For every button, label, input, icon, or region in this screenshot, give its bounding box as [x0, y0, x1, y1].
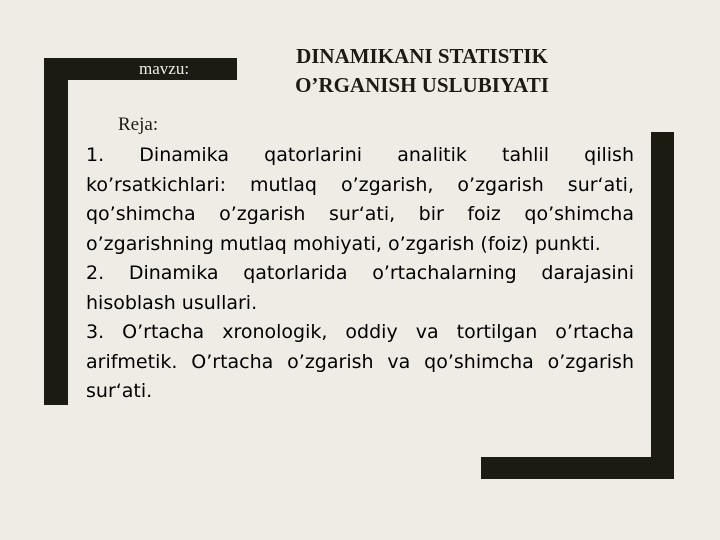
slide-title: [262, 42, 582, 100]
left-bracket-vertical: [44, 58, 68, 405]
plan-label: Reja:: [118, 114, 159, 135]
right-bracket-vertical: [651, 132, 674, 479]
plan-item: 2. Dinamika qatorlarida o’rtachalarning darajasini hisoblash usullari.: [86, 262, 634, 314]
title-line-1: DINAMIKANI STATISTIK: [296, 44, 548, 68]
plan-list: [86, 141, 634, 407]
plan-item: 1. Dinamika qatorlarini analitik tahlil qilish ko’rsatkichlari: mutlaq o’zgarish, o’zgarish sur‘ati, qo’shimcha o’zgarish sur‘ati, bir foiz qo’shimcha o’zgarishning mutlaq mohiyati, o’zgarish (foiz) punkti.: [86, 144, 634, 255]
plan-item: 3. O’rtacha xronologik, oddiy va tortilgan o’rtacha arifmetik. O’rtacha o’zgarish va qo’shimcha o’zgarish sur‘ati.: [86, 321, 634, 402]
right-bracket-horizontal: [481, 457, 674, 479]
title-line-2: O’RGANISH USLUBIYATI: [295, 73, 549, 97]
topic-tag-label: mavzu:: [139, 59, 190, 78]
